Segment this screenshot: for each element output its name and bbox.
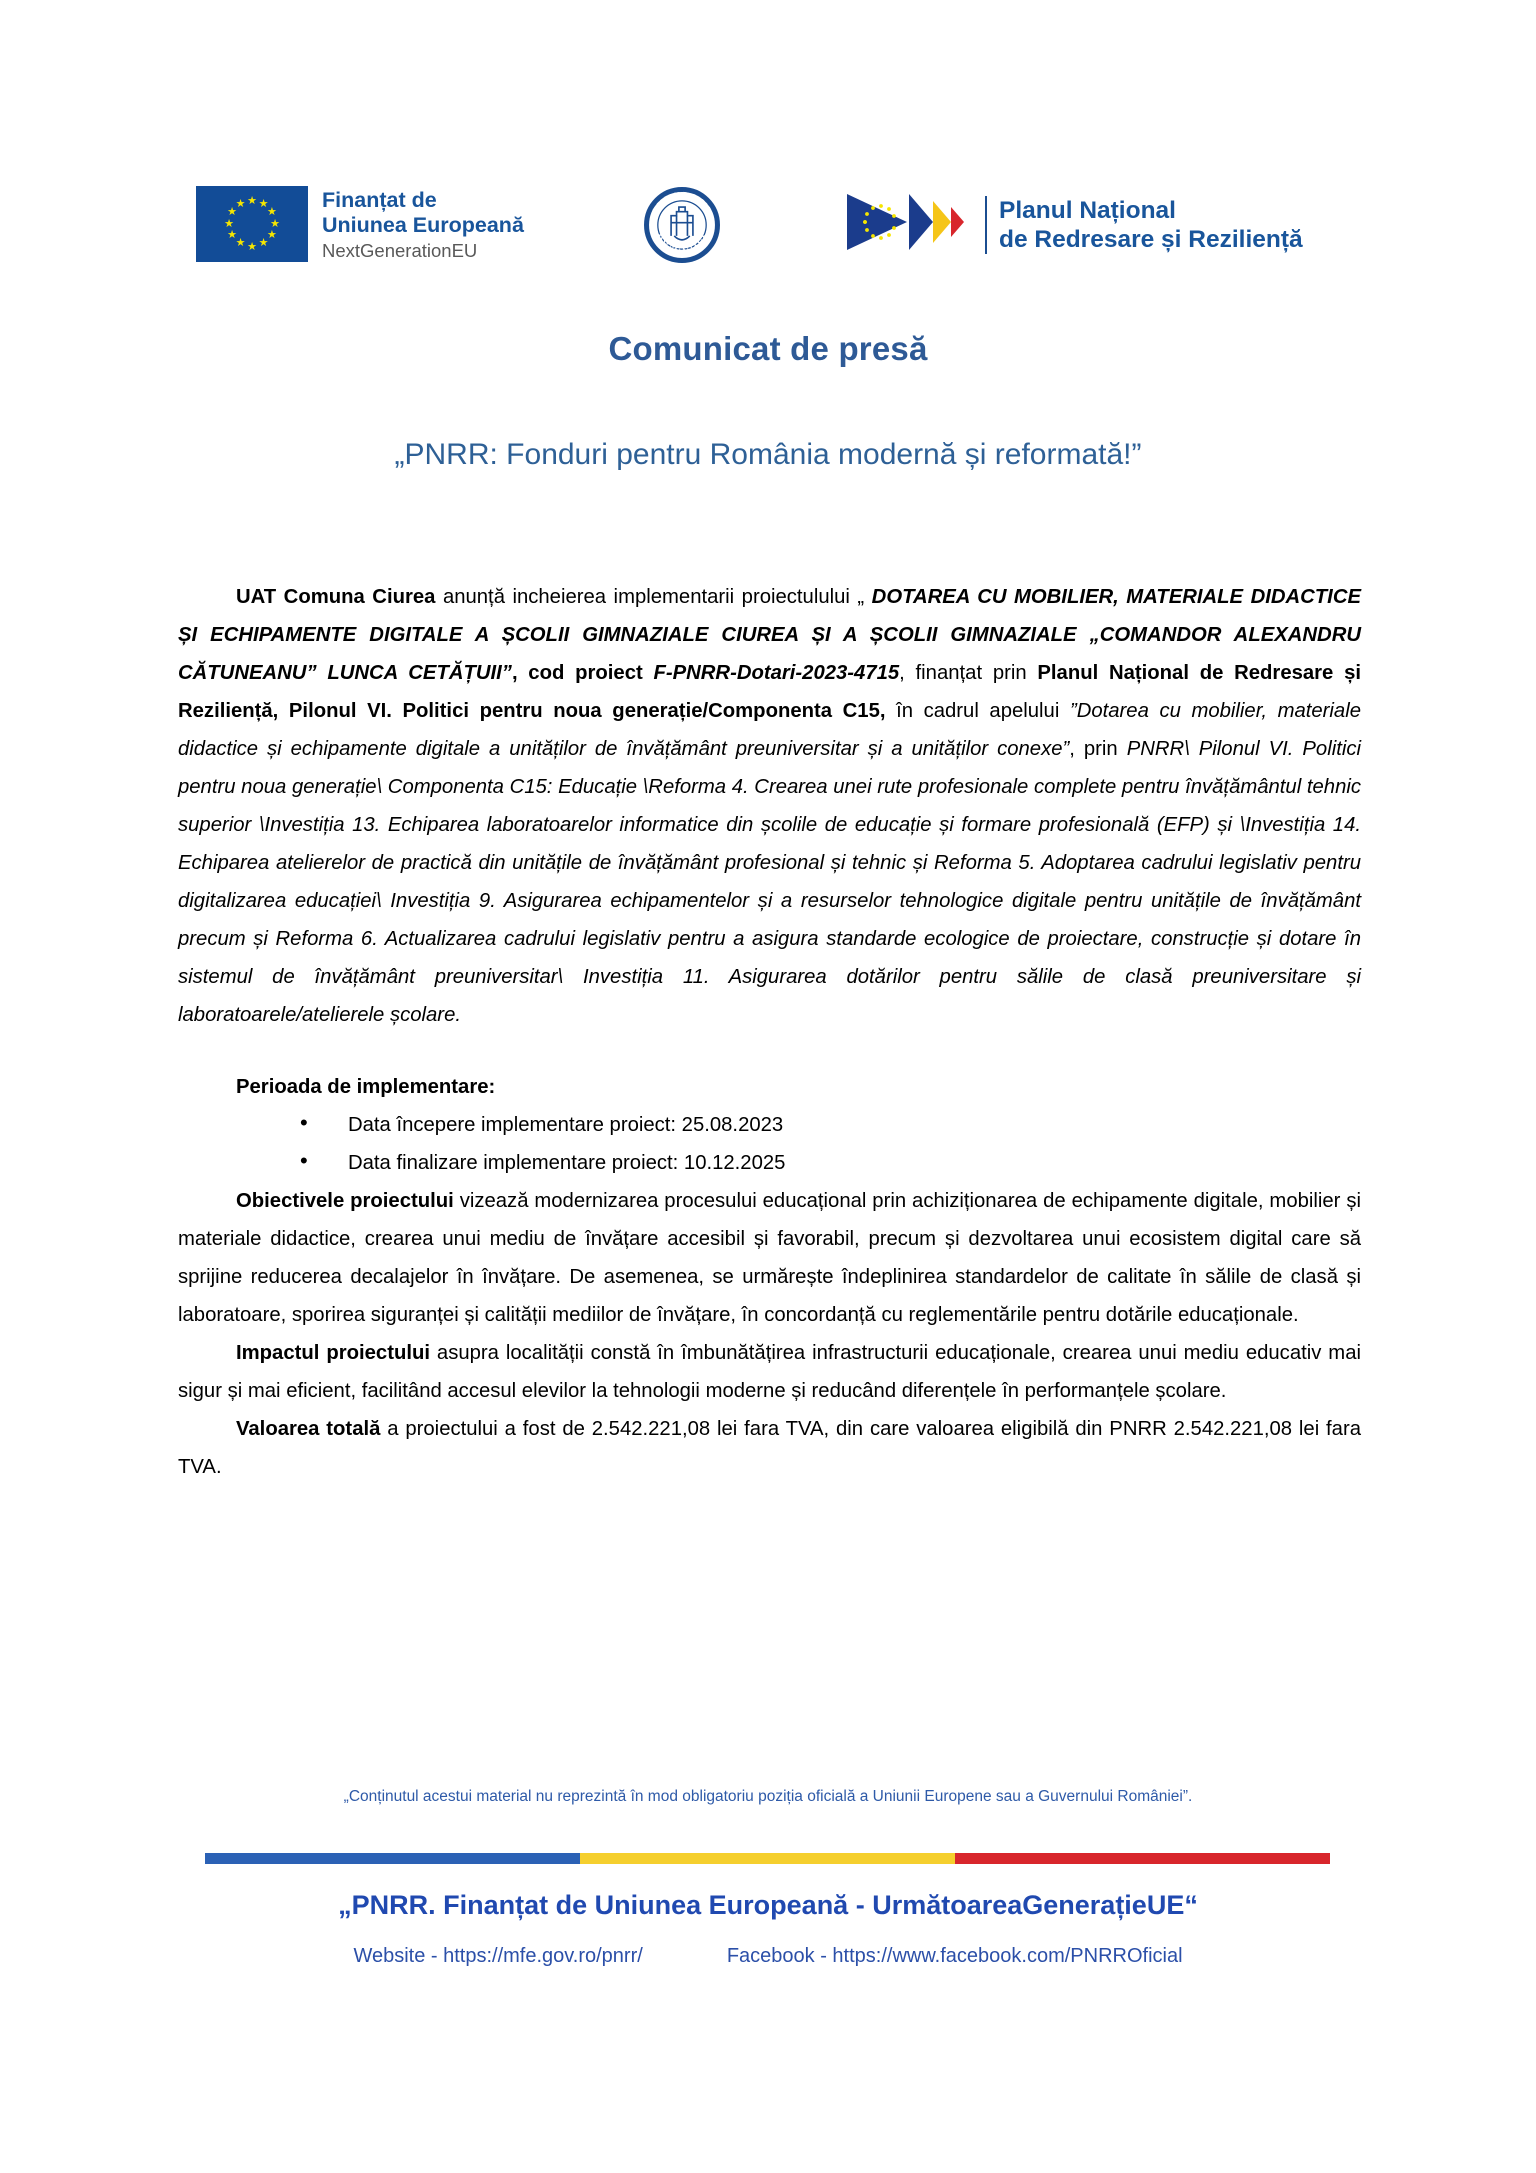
svg-text:GUVERNUL: GUVERNUL	[649, 190, 715, 218]
para1-text1: anunță incheierea implementarii proiectulului	[435, 586, 858, 608]
para1-text2: , cod proiect	[511, 662, 654, 684]
tricolor-blue	[205, 1853, 580, 1864]
eu-star-icon: ★	[258, 237, 269, 250]
page-title: Comunicat de presă	[608, 330, 928, 367]
pillar-details: PNRR\ Pilonul VI. Politici pentru noua generație\ Componenta C15: Educație \Reforma 4. Crearea unei rute profesionale complete pentru învățământul tehnic superior \Investiția 13. Echiparea laboratoarelor informatice din școlile de educație și formare profesională (EFP) și \Investiția 14. Echiparea atelierelor de practică din unitățile de învățământ profesional și tehnic și Reforma 5. Adoptarea cadrului legislativ pentru digitalizarea educației\ Investiția 9. Asigurarea echipamentelor și a resurselor tehnologice digitale pentru unitățile de învățământ precum și Reforma 6. Actualizarea cadrului legislativ pentru a asigura standarde ecologice de proiectare, construcție și dotare în sistemul de învățământ preuniversitar\ Investiția 11. Asigurarea dotărilor pentru sălile de clasă preuniversitare și laboratoarele/atelierele școlare.	[178, 738, 1362, 1026]
implementation-period-heading: Perioada de implementare:	[236, 1076, 496, 1098]
pnrr-arrows-icon	[845, 190, 977, 259]
eu-star-icon: ★	[224, 217, 234, 230]
pnrr-logo-line2: de Redresare și Reziliență	[999, 225, 1303, 253]
eu-star-icon: ★	[270, 217, 280, 230]
project-code: F-PNRR-Dotari-2023-4715	[653, 662, 900, 684]
paragraph-objectives	[178, 1182, 1361, 1334]
footer-heading: „PNRR. Finanțat de Uniunea Europeană - UrmătoareaGenerațieUE“	[338, 1890, 1198, 1920]
list-item: • Data începere implementare proiect: 25.08.2023	[296, 1106, 1361, 1144]
impact-text: asupra localității constă în îmbunătățirea infrastructurii educaționale, crearea unui mediu educativ mai sigur și mai eficient, facilitând accesul elevilor la tehnologii moderne și reducând diferențele în performanțele școlare.	[178, 1342, 1361, 1402]
applicant-name: UAT Comuna Ciurea	[236, 586, 436, 608]
para1-text4: în cadrul apelului	[885, 700, 1070, 722]
eu-logo-line1: Finanțat de	[322, 188, 437, 212]
eu-flag-icon	[196, 186, 308, 262]
project-title: DOTAREA CU MOBILIER, MATERIALE DIDACTICE ȘI ECHIPAMENTE DIGITALE A ȘCOLII GIMNAZIALE CIUREA ȘI A ȘCOLII GIMNAZIALE „COMANDOR ALEXANDRU CĂTUNEANU” LUNCA CETĂȚUII”	[178, 586, 1361, 684]
page-subtitle: „PNRR: Fonduri pentru România modernă și reformată!”	[394, 438, 1142, 471]
pnrr-logo-line1: Planul Național	[999, 196, 1176, 224]
eu-logo-line2: Uniunea Europeană	[322, 213, 524, 237]
footer-disclaimer: „Conținutul acestui material nu reprezintă în mod obligatoriu poziția oficială a Uniunii Europene sau a Guvernului României”.	[343, 1788, 1193, 1805]
objectives-label: Obiectivele proiectului	[236, 1190, 454, 1212]
document-body	[178, 578, 1361, 1486]
eu-star-icon: ★	[247, 240, 257, 253]
value-text: a proiectului a fost de 2.542.221,08 lei fara TVA, din care valoarea eligibilă din PNRR 2.542.221,08 lei fara TVA.	[178, 1418, 1361, 1478]
pnrr-logo-text	[999, 196, 1303, 254]
eu-star-icon: ★	[227, 206, 238, 218]
header-logo-strip	[0, 178, 1536, 293]
eu-star-icon: ★	[235, 197, 246, 210]
eu-star-icon: ★	[266, 229, 277, 241]
tricolor-yellow	[580, 1853, 955, 1864]
footer-links	[0, 1945, 1536, 1968]
call-name: ”Dotarea cu mobilier, materiale didactice și echipamente digitale a unităților de învățământ preuniversitar și a unităților conexe”	[178, 700, 1361, 760]
pnrr-divider	[985, 196, 987, 254]
guvernul-romaniei-seal-icon	[643, 186, 721, 264]
eu-star-icon: ★	[258, 197, 269, 210]
value-label: Valoarea totală	[236, 1418, 381, 1440]
funding-plan: Planul Național de Redresare și Reziliență, Pilonul VI. Politici pentru noua generație/Componenta C15,	[178, 662, 1361, 722]
impact-label: Impactul proiectului	[236, 1342, 430, 1364]
list-item: • Data finalizare implementare proiect: 10.12.2025	[296, 1144, 1361, 1182]
tricolor-red	[955, 1853, 1330, 1864]
paragraph-project-description	[178, 578, 1361, 1034]
para1-text5: , prin	[1069, 738, 1127, 760]
eu-star-icon: ★	[266, 206, 277, 218]
eu-star-icon: ★	[247, 194, 257, 207]
eu-logo-line3: NextGenerationEU	[322, 240, 478, 261]
pnrr-logo	[845, 190, 1303, 259]
eu-logo-text	[322, 186, 524, 263]
eu-star-icon: ★	[235, 237, 246, 250]
paragraph-total-value	[178, 1410, 1361, 1486]
implementation-period-list	[178, 1106, 1361, 1182]
website-link[interactable]: Website - https://mfe.gov.ro/pnrr/	[353, 1945, 643, 1967]
eu-funding-logo	[196, 186, 524, 263]
para1-quote-open: „	[857, 586, 872, 608]
paragraph-impact	[178, 1334, 1361, 1410]
objectives-text: vizează modernizarea procesului educațional prin achiziționarea de echipamente digitale, mobilier și materiale didactice, crearea unui mediu de învățare accesibil și favorabil, precum și dezvoltarea unui ecosistem digital care să sprijine reducerea decalajelor în învățare. De asemenea, se urmărește îndeplinirea standardelor de calitate în sălile de clasă și laboratoare, sporirea siguranței și calității mediilor de învățare, în concordanță cu reglementările pentru dotările educaționale.	[178, 1190, 1361, 1326]
tricolor-divider	[205, 1853, 1330, 1864]
eu-star-icon: ★	[227, 229, 238, 241]
svg-text:ROMÂNIEI: ROMÂNIEI	[655, 230, 709, 254]
para1-text3: , finanțat prin	[899, 662, 1038, 684]
facebook-link[interactable]: Facebook - https://www.facebook.com/PNRROficial	[726, 1945, 1183, 1967]
